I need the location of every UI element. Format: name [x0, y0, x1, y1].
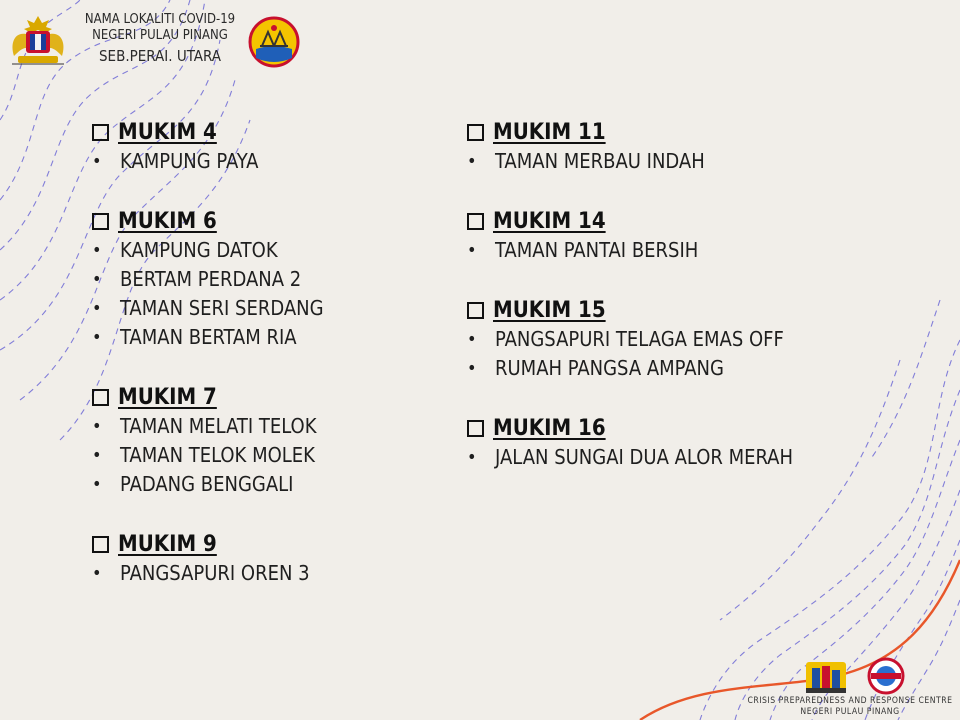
checkbox-square-icon — [467, 302, 484, 319]
list-item: • RUMAH PANGSA AMPANG — [467, 354, 937, 383]
section-mukim-16 — [467, 413, 937, 472]
checkbox-square-icon — [467, 213, 484, 230]
checkbox-square-icon — [467, 420, 484, 437]
header-subtitle: SEB.PERAI. UTARA — [98, 47, 222, 65]
section-mukim-11 — [467, 117, 937, 176]
list-item: • JALAN SUNGAI DUA ALOR MERAH — [467, 443, 937, 472]
list-item: • PANGSAPURI OREN 3 — [92, 559, 452, 588]
penang-state-emblem-icon — [248, 16, 300, 68]
section-title: MUKIM 9 — [118, 531, 217, 557]
section-mukim-4 — [92, 117, 452, 176]
malaysia-coat-of-arms-icon — [6, 14, 70, 70]
list-item: • TAMAN SERI SERDANG — [92, 294, 452, 323]
section-mukim-7 — [92, 382, 452, 499]
checkbox-square-icon — [92, 124, 109, 141]
footer-org-name: CRISIS PREPAREDNESS AND RESPONSE CENTRE — [747, 696, 953, 706]
list-item: • TAMAN TELOK MOLEK — [92, 441, 452, 470]
right-column — [467, 117, 937, 472]
section-mukim-6 — [92, 206, 452, 352]
list-item: • PANGSAPURI TELAGA EMAS OFF — [467, 325, 937, 354]
section-title: MUKIM 16 — [493, 415, 606, 441]
list-item: • TAMAN MELATI TELOK — [92, 412, 452, 441]
header — [0, 0, 320, 80]
checkbox-square-icon — [467, 124, 484, 141]
list-item: • BERTAM PERDANA 2 — [92, 265, 452, 294]
list-item: • KAMPUNG PAYA — [92, 147, 452, 176]
section-title: MUKIM 4 — [118, 119, 217, 145]
section-mukim-15 — [467, 295, 937, 383]
list-item: • TAMAN PANTAI BERSIH — [467, 236, 937, 265]
list-item: • KAMPUNG DATOK — [92, 236, 452, 265]
checkbox-square-icon — [92, 213, 109, 230]
list-item: • TAMAN BERTAM RIA — [92, 323, 452, 352]
section-mukim-9 — [92, 529, 452, 588]
section-title: MUKIM 7 — [118, 384, 217, 410]
section-title: MUKIM 6 — [118, 208, 217, 234]
section-title: MUKIM 15 — [493, 297, 606, 323]
header-title-line1: NAMA LOKALITI COVID-19 — [84, 12, 236, 27]
checkbox-square-icon — [92, 536, 109, 553]
list-item: • TAMAN MERBAU INDAH — [467, 147, 937, 176]
section-title: MUKIM 14 — [493, 208, 606, 234]
section-title: MUKIM 11 — [493, 119, 606, 145]
section-mukim-14 — [467, 206, 937, 265]
footer-state-name: NEGERI PULAU PINANG — [800, 707, 900, 717]
header-title-line2: NEGERI PULAU PINANG — [92, 28, 228, 43]
left-column — [92, 117, 452, 588]
footer-logos — [798, 656, 948, 696]
checkbox-square-icon — [92, 389, 109, 406]
cprc-penang-logo-icon — [806, 662, 846, 693]
list-item: • PADANG BENGGALI — [92, 470, 452, 499]
state-health-department-logo-icon — [869, 659, 903, 693]
footer — [742, 654, 958, 720]
